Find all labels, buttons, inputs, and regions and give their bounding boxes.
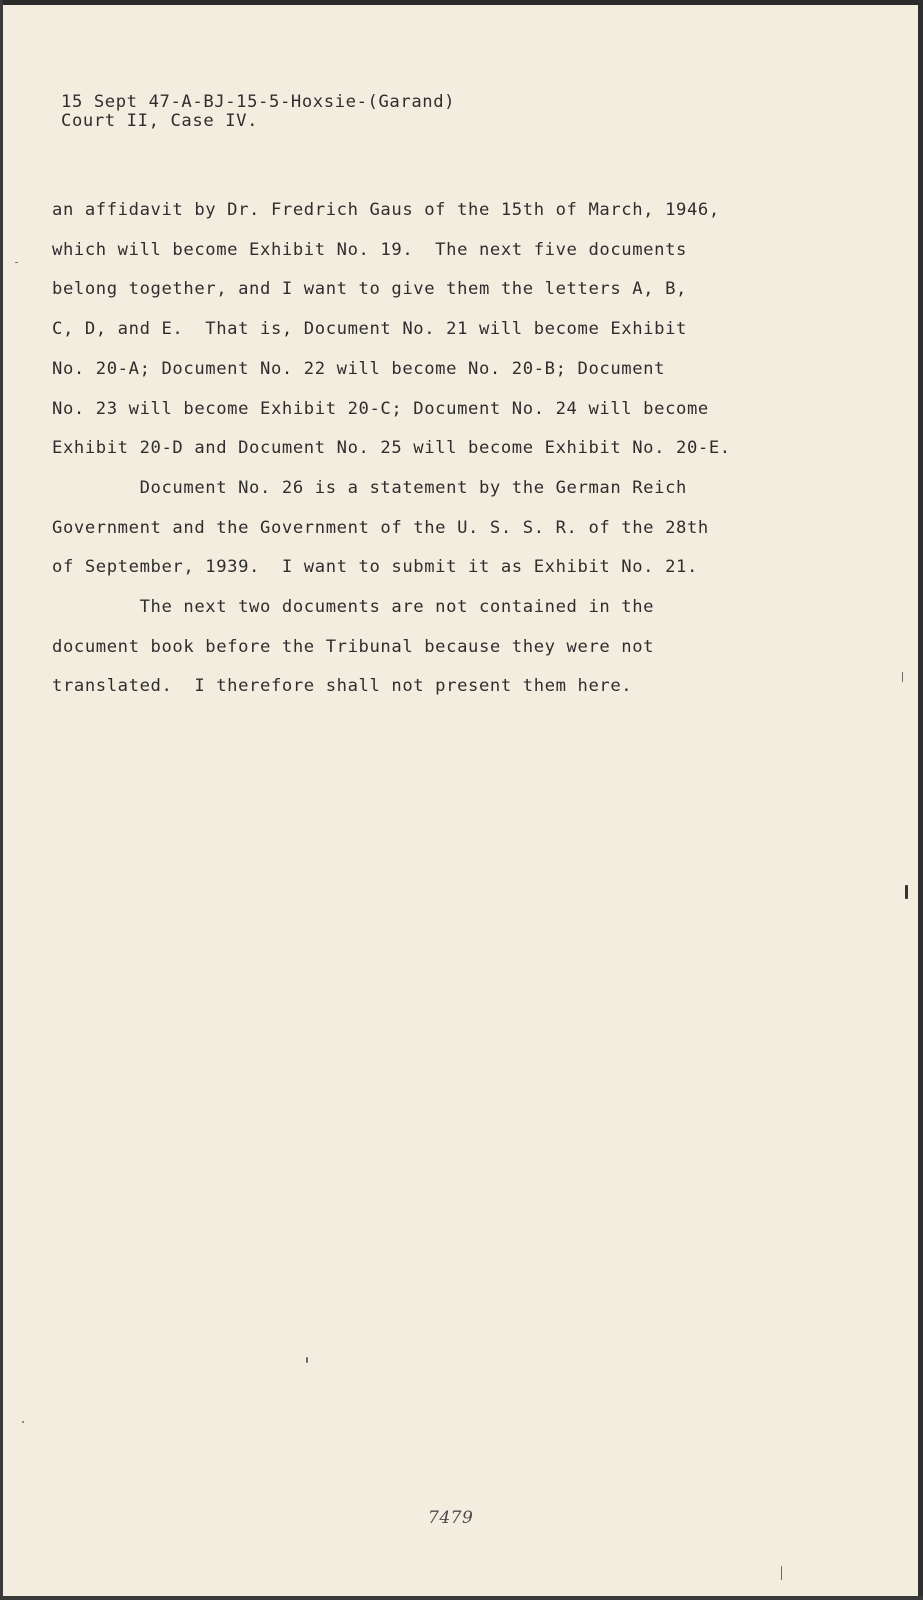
scan-speck [306,1357,308,1363]
body-line: Document No. 26 is a statement by the German Reich [52,477,687,498]
document-header [61,93,455,131]
body-line: Exhibit 20-D and Document No. 25 will become Exhibit No. 20-E. [52,438,731,459]
body-line: an affidavit by Dr. Fredrich Gaus of the 15th of March, 1946, [52,200,720,220]
body-line: translated. I therefore shall not present them here. [52,676,633,697]
scan-border-top [0,0,923,5]
body-line: Government and the Government of the U. S. S. R. of the 28th [52,517,709,538]
scan-speck [902,672,903,682]
page-number: 7479 [428,1508,474,1528]
document-body [52,191,731,707]
scan-border-right [918,0,923,1600]
header-line-court-case: Court II, Case IV. [61,111,259,131]
body-line: No. 20-A; Document No. 22 will become No. 20-B; Document [52,358,666,379]
body-line: belong together, and I want to give them the letters A, B, [52,279,687,300]
scan-border-left [0,0,3,1600]
scan-border-bottom [0,1596,923,1600]
scan-speck [781,1566,782,1580]
body-line: The next two documents are not contained in the [52,597,655,618]
scan-speck [22,1421,24,1423]
body-line: of September, 1939. I want to submit it as Exhibit No. 21. [52,557,698,578]
scan-speck [15,262,18,263]
body-line: C, D, and E. That is, Document No. 21 will become Exhibit [52,319,687,340]
header-line-date-code: 15 Sept 47-A-BJ-15-5-Hoxsie-(Garand) [61,92,456,112]
body-line: which will become Exhibit No. 19. The next five documents [52,239,687,260]
body-line: No. 23 will become Exhibit 20-C; Document No. 24 will become [52,398,709,419]
scan-speck [905,885,908,899]
body-line: document book before the Tribunal because they were not [52,636,655,657]
